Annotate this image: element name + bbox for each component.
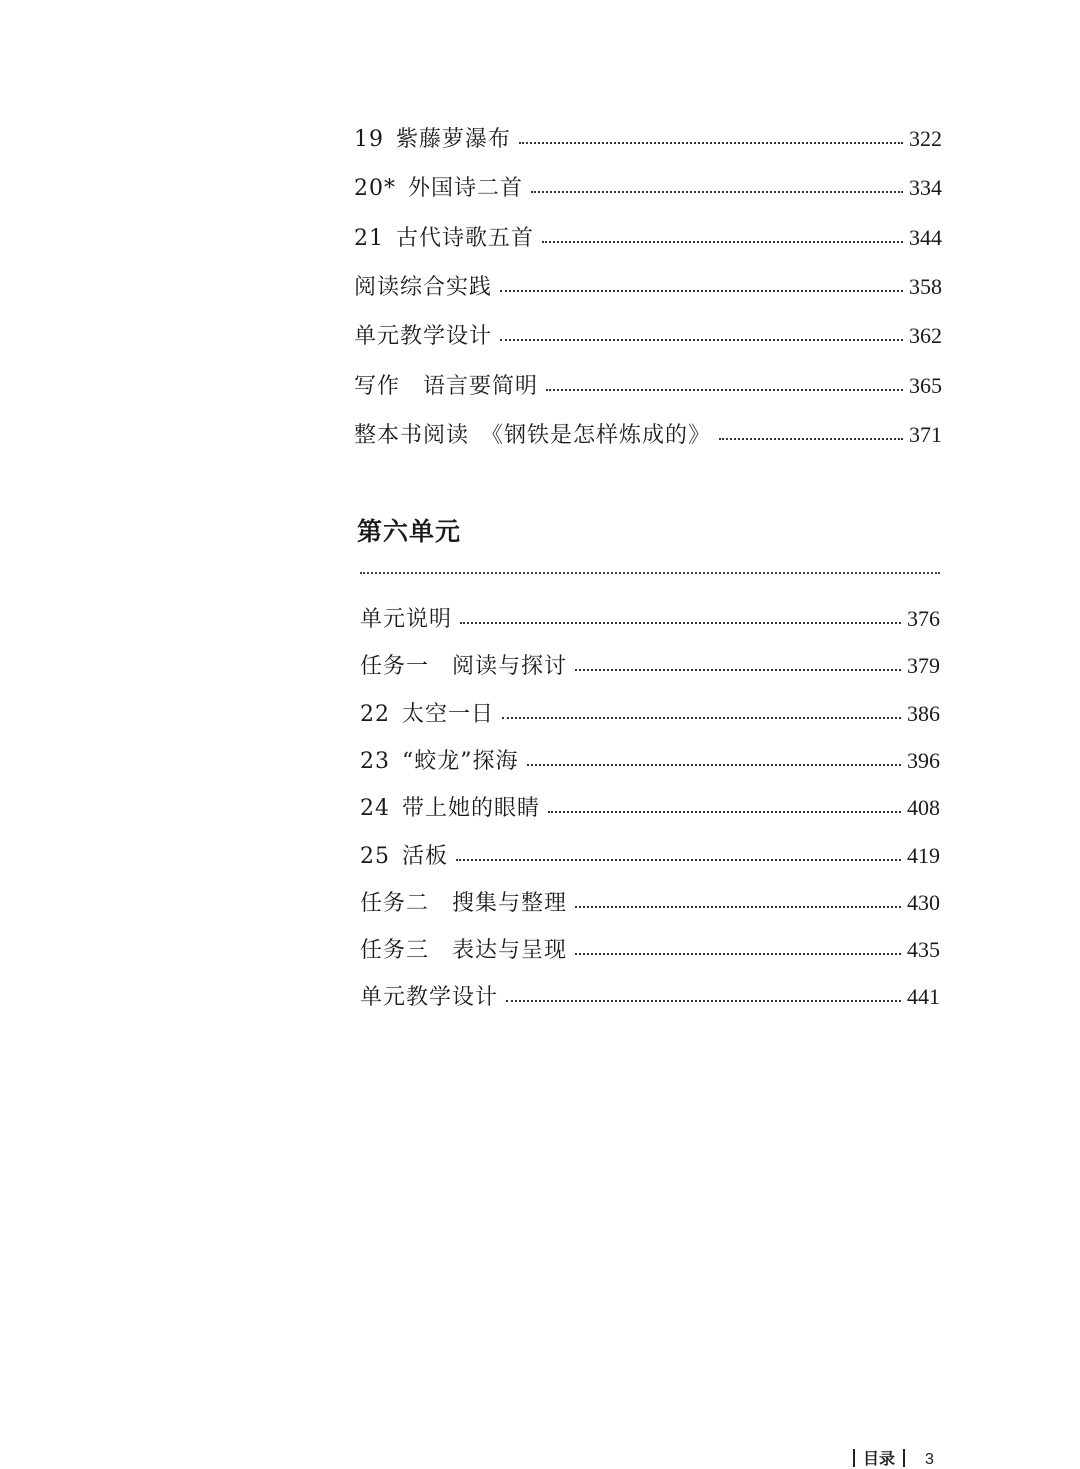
toc-entry[interactable] (354, 122, 942, 156)
toc-dot-leader (542, 241, 903, 243)
toc-entry-title: 任务三 表达与呈现 (360, 938, 568, 964)
toc-entry[interactable] (360, 791, 940, 825)
toc-entry-title: 带上她的眼睛 (402, 796, 541, 822)
unit6-heading: 第六单元 (357, 517, 462, 546)
footer-label: 目录 (863, 1451, 896, 1468)
toc-entry[interactable] (360, 602, 940, 636)
toc-entry[interactable] (354, 171, 942, 205)
toc-entry-title: 活板 (402, 843, 449, 869)
toc-entry-title: 紫藤萝瀑布 (396, 127, 512, 152)
toc-entry-page: 334 (909, 175, 942, 201)
footer-page-number: 3 (925, 1451, 934, 1468)
toc-entry[interactable] (360, 839, 940, 873)
toc-entry-title: 写作 语言要简明 (354, 373, 539, 399)
toc-entry-page: 362 (909, 323, 942, 349)
toc-entry-number: 22 (360, 701, 390, 727)
toc-dot-leader (527, 764, 902, 766)
toc-dot-leader (460, 622, 901, 624)
toc-entry-title: 单元说明 (360, 607, 453, 632)
toc-entry-page: 358 (909, 273, 942, 299)
footer-divider-right (903, 1449, 905, 1467)
toc-entry[interactable] (354, 319, 942, 353)
toc-entry[interactable] (360, 697, 940, 731)
toc-dot-leader (575, 906, 901, 908)
toc-entry-page: 419 (907, 842, 940, 868)
toc-entry[interactable] (360, 980, 940, 1014)
toc-entry-title: 太空一日 (402, 701, 495, 727)
toc-dot-leader (548, 811, 901, 813)
toc-entry-page: 435 (907, 937, 940, 963)
toc-dot-leader (575, 669, 901, 671)
toc-entry[interactable] (354, 270, 942, 304)
toc-entry-title: 任务二 搜集与整理 (360, 890, 568, 916)
toc-dot-leader (456, 859, 901, 861)
toc-entry-number: 19 (354, 127, 384, 152)
toc-entry[interactable] (354, 221, 942, 255)
toc-dot-leader (519, 142, 903, 144)
toc-entry-page: 365 (909, 372, 942, 398)
toc-dot-leader (500, 339, 903, 341)
toc-entry-page: 344 (909, 224, 942, 250)
toc-entry-title: 整本书阅读 《钢铁是怎样炼成的》 (354, 422, 712, 448)
toc-entry-page: 441 (907, 984, 940, 1010)
toc-entry-page: 371 (909, 421, 942, 447)
toc-entry-title: 外国诗二首 (408, 176, 524, 202)
toc-entry[interactable] (354, 369, 942, 403)
toc-dot-leader (719, 438, 903, 440)
toc-dot-leader (546, 389, 903, 391)
toc-entry[interactable] (360, 886, 940, 920)
toc-entry[interactable] (360, 744, 940, 778)
toc-entry[interactable] (354, 418, 942, 452)
toc-entry-page: 376 (907, 606, 940, 631)
toc-dot-leader (500, 290, 903, 292)
toc-entry-page: 396 (907, 747, 940, 773)
toc-entry-title: 任务一 阅读与探讨 (360, 654, 568, 680)
toc-dot-leader (531, 191, 903, 193)
unit6-dotted-rule (360, 572, 940, 574)
toc-entry[interactable] (360, 649, 940, 683)
toc-entry[interactable] (360, 933, 940, 967)
toc-entry-page: 408 (907, 795, 940, 821)
toc-entry-title: 单元教学设计 (354, 324, 493, 350)
toc-entry-title: 阅读综合实践 (354, 274, 493, 300)
toc-dot-leader (575, 953, 901, 955)
toc-entry-title: 单元教学设计 (360, 985, 499, 1011)
toc-entry-number: 25 (360, 843, 390, 869)
toc-entry-title: “蛟龙”探海 (402, 748, 519, 774)
toc-entry-page: 379 (907, 653, 940, 679)
toc-dot-leader (502, 717, 901, 719)
footer-divider-left (853, 1449, 855, 1467)
toc-dot-leader (506, 1000, 901, 1002)
toc-entry-number: 24 (360, 796, 390, 822)
toc-entry-page: 430 (907, 889, 940, 915)
toc-entry-page: 386 (907, 700, 940, 726)
toc-entry-title: 古代诗歌五首 (396, 225, 535, 251)
toc-entry-number: 21 (354, 225, 384, 251)
toc-entry-page: 322 (909, 126, 942, 151)
toc-entry-number: 23 (360, 748, 390, 774)
toc-entry-number: 20* (354, 176, 396, 202)
